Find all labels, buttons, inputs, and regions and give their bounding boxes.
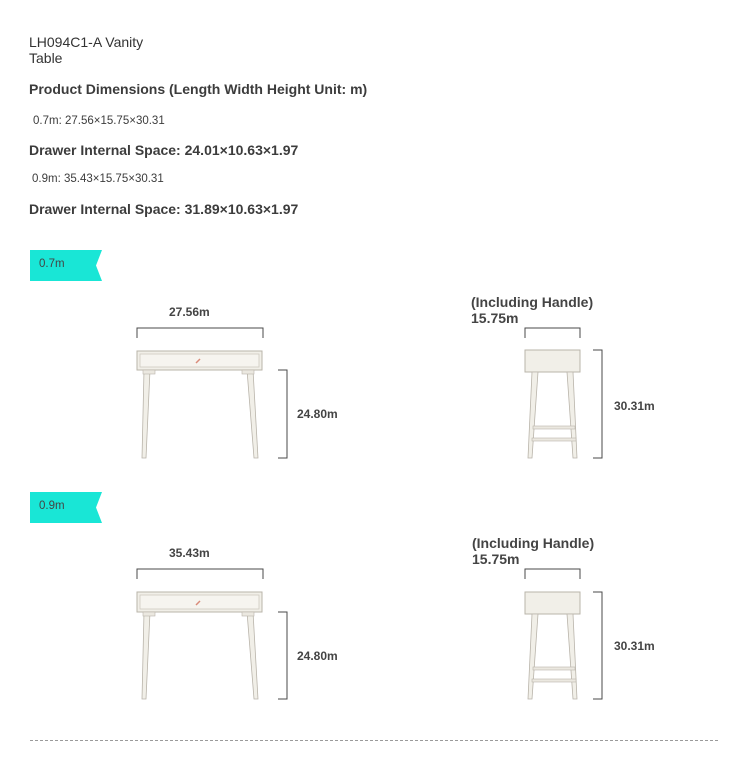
side-view-09 <box>515 563 615 703</box>
front-view-07 <box>130 322 300 462</box>
width-label-09: 35.43m <box>169 546 210 560</box>
width-label-07: 27.56m <box>169 305 210 319</box>
height-label-07: 24.80m <box>297 407 338 421</box>
depth-label-09: 15.75m <box>472 551 520 567</box>
front-view-09 <box>130 563 300 703</box>
size-09-spec: 0.9m: 35.43×15.75×30.31 <box>32 173 164 185</box>
side-view-07 <box>515 322 615 462</box>
product-title-line2: Table <box>29 50 63 66</box>
variant-tag-07 <box>30 250 102 281</box>
side-height-label-09: 30.31m <box>614 639 655 653</box>
height-label-09: 24.80m <box>297 649 338 663</box>
including-handle-label: (Including Handle) <box>472 535 595 551</box>
dimensions-heading: Product Dimensions (Length Width Height Unit: m) <box>29 81 368 97</box>
size-07-spec: 0.7m: 27.56×15.75×30.31 <box>33 115 165 127</box>
variant-tag-label: 0.7m <box>39 258 65 270</box>
drawer-07-spec: Drawer Internal Space: 24.01×10.63×1.97 <box>29 142 299 158</box>
variant-tag-09 <box>30 492 102 523</box>
product-title-line1: LH094C1-A Vanity <box>29 34 144 50</box>
variant-tag-label: 0.9m <box>39 500 65 512</box>
depth-label-07: 15.75m <box>471 310 519 326</box>
product-title <box>29 34 143 66</box>
drawer-09-spec: Drawer Internal Space: 31.89×10.63×1.97 <box>29 201 299 217</box>
including-handle-label: (Including Handle) <box>471 294 594 310</box>
section-divider <box>30 740 718 741</box>
side-height-label-07: 30.31m <box>614 399 655 413</box>
